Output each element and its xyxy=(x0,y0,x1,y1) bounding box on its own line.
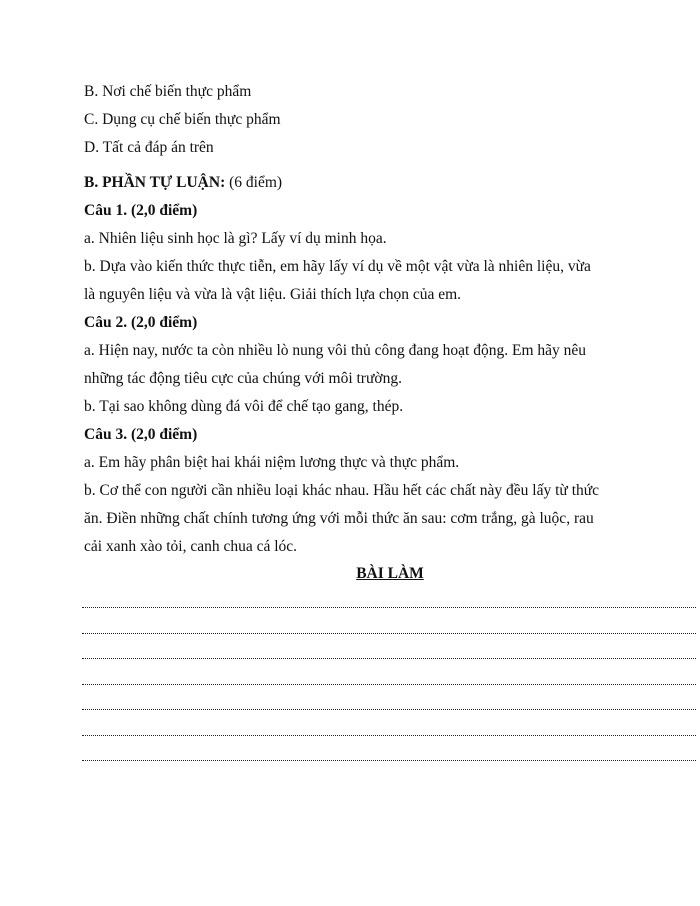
option-b: B. Nơi chế biến thực phẩm xyxy=(84,83,252,100)
answer-dotted-line[interactable] xyxy=(84,614,696,640)
exam-page xyxy=(84,78,696,767)
question-2-b: b. Tại sao không dùng đá vôi để chế tạo gang, thép. xyxy=(84,398,404,415)
option-d: D. Tất cả đáp án trên xyxy=(84,139,214,156)
question-3-b-line2: ăn. Điền những chất chính tương ứng với mỗi thức ăn sau: cơm trắng, gà luộc, rau xyxy=(84,510,594,527)
question-3-title: Câu 3. (2,0 điểm) xyxy=(84,426,198,443)
answer-dotted-line[interactable] xyxy=(84,588,696,614)
answer-dotted-line[interactable] xyxy=(84,639,696,665)
answer-dotted-line[interactable] xyxy=(84,741,696,767)
question-2-title: Câu 2. (2,0 điểm) xyxy=(84,314,198,331)
answer-area[interactable] xyxy=(84,588,696,767)
section-b-heading xyxy=(84,169,696,197)
section-b-title: B. PHẦN TỰ LUẬN: xyxy=(84,174,226,191)
answer-title: BÀI LÀM xyxy=(356,565,424,582)
answer-dotted-line[interactable] xyxy=(84,716,696,742)
section-b-points: (6 điểm) xyxy=(225,174,283,191)
question-1-b-line1: b. Dựa vào kiến thức thực tiễn, em hãy lấy ví dụ về một vật vừa là nhiên liệu, vừa xyxy=(84,258,591,275)
question-2-a-line2: những tác động tiêu cực của chúng với môi trường. xyxy=(84,370,402,387)
answer-heading xyxy=(84,560,696,588)
question-1-b-line2: là nguyên liệu và vừa là vật liệu. Giải thích lựa chọn của em. xyxy=(84,286,462,303)
question-1-a: a. Nhiên liệu sinh học là gì? Lấy ví dụ minh họa. xyxy=(84,230,387,247)
question-3-b-line3: cải xanh xào tỏi, canh chua cá lóc. xyxy=(84,538,298,555)
question-1-title: Câu 1. (2,0 điểm) xyxy=(84,202,198,219)
question-3-a: a. Em hãy phân biệt hai khái niệm lương thực và thực phẩm. xyxy=(84,454,460,471)
question-3-b-line1: b. Cơ thể con người cần nhiều loại khác nhau. Hầu hết các chất này đều lấy từ thức xyxy=(84,482,600,499)
option-c: C. Dụng cụ chế biến thực phẩm xyxy=(84,111,281,128)
answer-dotted-line[interactable] xyxy=(84,690,696,716)
answer-dotted-line[interactable] xyxy=(84,665,696,691)
question-2-a-line1: a. Hiện nay, nước ta còn nhiều lò nung vôi thủ công đang hoạt động. Em hãy nêu xyxy=(84,342,587,359)
